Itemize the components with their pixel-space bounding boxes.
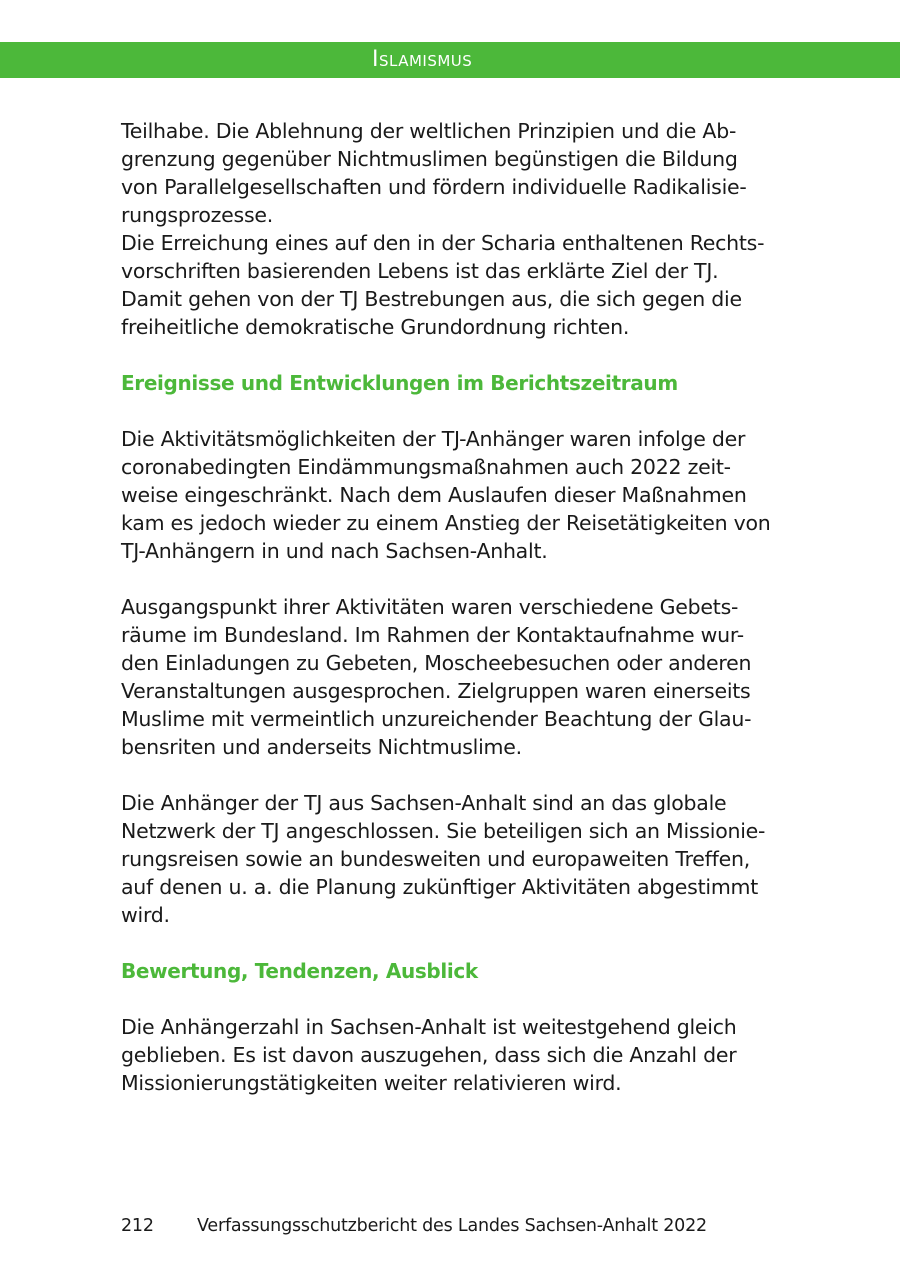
text-line: Die Anhängerzahl in Sachsen-Anhalt ist weitestgehend gleich xyxy=(121,1015,737,1039)
text-line: Die Erreichung eines auf den in der Scharia enthaltenen Rechts- xyxy=(121,231,765,255)
text-line: rungsreisen sowie an bundesweiten und europaweiten Treffen, xyxy=(121,847,750,871)
text-line: freiheitliche demokratische Grundordnung richten. xyxy=(121,315,630,339)
text-line: Netzwerk der TJ angeschlossen. Sie beteiligen sich an Missionie- xyxy=(121,819,766,843)
text-line: Ausgangspunkt ihrer Aktivitäten waren verschiedene Gebets- xyxy=(121,595,739,619)
text-line: auf denen u. a. die Planung zukünftiger Aktivitäten abgestimmt xyxy=(121,875,759,899)
text-line: Missionierungstätigkeiten weiter relativieren wird. xyxy=(121,1071,622,1095)
text-line: Muslime mit vermeintlich unzureichender Beachtung der Glau- xyxy=(121,707,752,731)
text-line: kam es jedoch wieder zu einem Anstieg der Reisetätigkeiten von xyxy=(121,511,771,535)
text-line: Die Aktivitätsmöglichkeiten der TJ-Anhänger waren infolge der xyxy=(121,427,746,451)
events-paragraph-1 xyxy=(121,425,781,565)
text-line: Die Anhänger der TJ aus Sachsen-Anhalt sind an das globale xyxy=(121,791,727,815)
text-line: coronabedingten Eindämmungsmaßnahmen auch 2022 zeit- xyxy=(121,455,731,479)
text-line: weise eingeschränkt. Nach dem Auslaufen dieser Maßnahmen xyxy=(121,483,747,507)
section-header-bar xyxy=(0,42,900,78)
events-paragraph-3 xyxy=(121,789,781,929)
section-title: Islamismus xyxy=(372,47,473,72)
events-paragraph-2 xyxy=(121,593,781,761)
heading-events: Ereignisse und Entwicklungen im Berichtszeitraum xyxy=(121,371,678,395)
outlook-paragraph xyxy=(121,1013,781,1097)
text-line: räume im Bundesland. Im Rahmen der Kontaktaufnahme wur- xyxy=(121,623,744,647)
heading-outlook: Bewertung, Tendenzen, Ausblick xyxy=(121,959,478,983)
text-line: TJ-Anhängern in und nach Sachsen-Anhalt. xyxy=(121,539,548,563)
text-line: wird. xyxy=(121,903,170,927)
publication-title: Verfassungsschutzbericht des Landes Sachsen-Anhalt 2022 xyxy=(197,1216,707,1236)
page-number: 212 xyxy=(121,1216,154,1236)
text-line: von Parallelgesellschaften und fördern individuelle Radikalisie- xyxy=(121,175,747,199)
text-line: rungsprozesse. xyxy=(121,203,274,227)
text-line: vorschriften basierenden Lebens ist das erklärte Ziel der TJ. xyxy=(121,259,719,283)
text-line: bensriten und anderseits Nichtmuslime. xyxy=(121,735,522,759)
page-body xyxy=(121,117,781,1097)
text-line: grenzung gegenüber Nichtmuslimen begünstigen die Bildung xyxy=(121,147,738,171)
text-line: geblieben. Es ist davon auszugehen, dass sich die Anzahl der xyxy=(121,1043,737,1067)
page-footer xyxy=(121,1214,707,1238)
text-line: Veranstaltungen ausgesprochen. Zielgruppen waren einerseits xyxy=(121,679,751,703)
text-line: Teilhabe. Die Ablehnung der weltlichen Prinzipien und die Ab- xyxy=(121,119,737,143)
text-line: Damit gehen von der TJ Bestrebungen aus, die sich gegen die xyxy=(121,287,742,311)
intro-paragraph xyxy=(121,117,781,341)
text-line: den Einladungen zu Gebeten, Moscheebesuchen oder anderen xyxy=(121,651,752,675)
